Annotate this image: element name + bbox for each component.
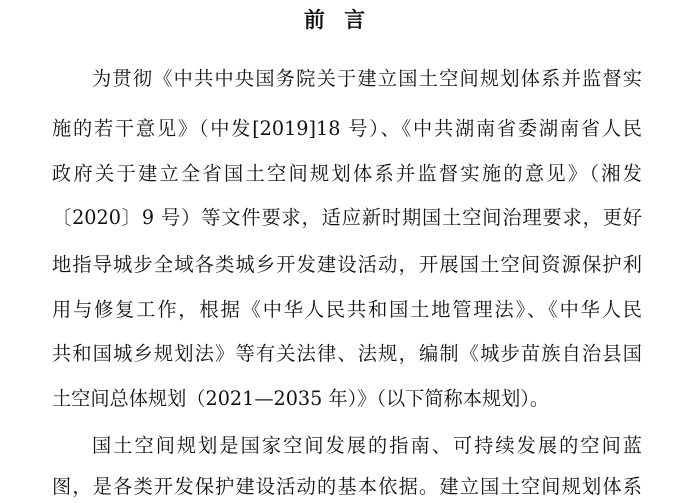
paragraph-line: 地指导城步全域各类城乡开发建设活动，开展国土空间资源保护利 <box>52 253 642 276</box>
paragraph-line: 共和国城乡规划法》等有关法律、法规，编制《城步苗族自治县国 <box>52 342 642 365</box>
paragraph-line: 为贯彻《中共中央国务院关于建立国土空间规划体系并监督实 <box>92 67 642 90</box>
page-title: 前 言 <box>303 7 372 32</box>
paragraph-line: 国土空间规划是国家空间发展的指南、可持续发展的空间蓝 <box>92 434 642 457</box>
paragraph-line: 施的若干意见》（中发[2019]18 号）、《中共湖南省委湖南省人民 <box>52 117 642 140</box>
paragraph-line: 政府关于建立全省国土空间规划体系并监督实施的意见》（湘发 <box>52 162 642 185</box>
paragraph-line: 土空间总体规划（2021—2035 年）》（以下简称本规划）。 <box>52 387 550 410</box>
paragraph-line: 图，是各类开发保护建设活动的基本依据。建立国土空间规划体系 <box>52 475 642 498</box>
paragraph-line: 用与修复工作，根据《中华人民共和国土地管理法》、《中华人民 <box>52 298 642 321</box>
paragraph-line: 〔2020〕9 号）等文件要求，适应新时期国土空间治理要求，更好 <box>52 206 642 229</box>
